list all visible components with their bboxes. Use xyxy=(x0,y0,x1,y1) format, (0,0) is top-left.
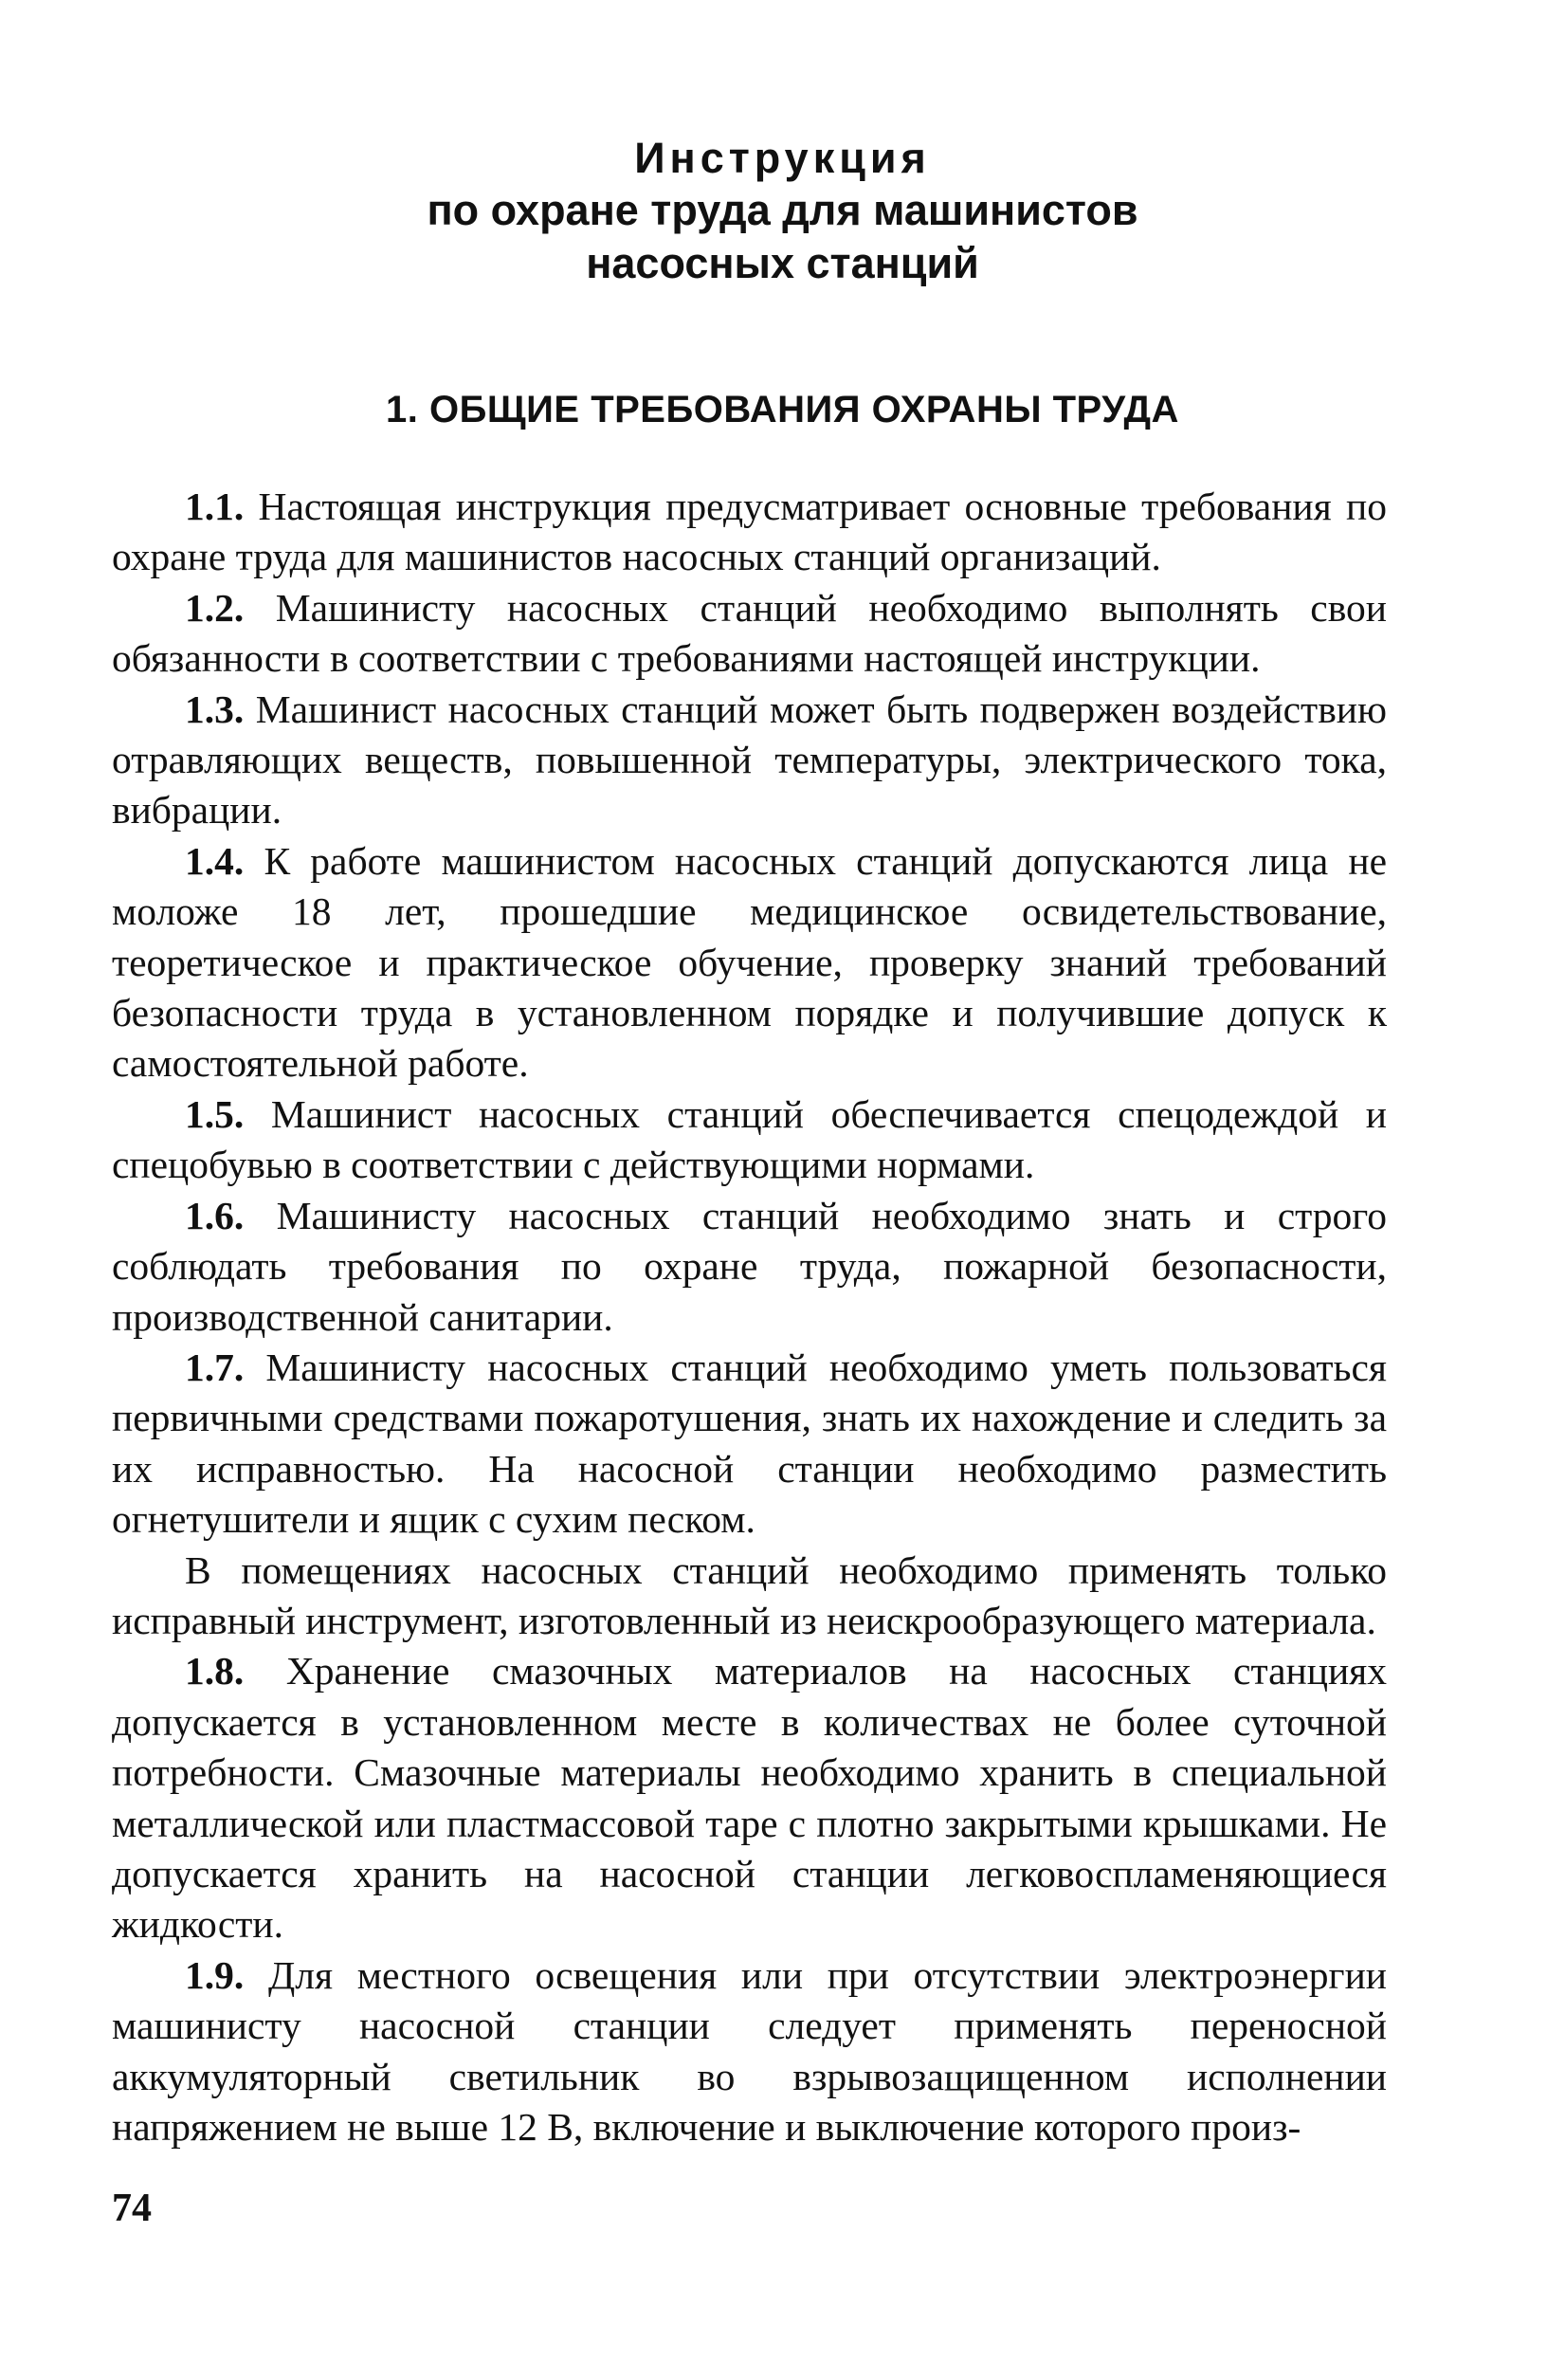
title-line-1: Инструкция xyxy=(634,134,931,182)
paragraph-1-7-continued xyxy=(112,1546,1387,1647)
paragraph-number: 1.5. xyxy=(185,1091,245,1136)
paragraph-text: Машинисту насосных станций необходимо выполнять свои обязанности в соответствии с требованиями настоящей инструкции. xyxy=(112,585,1387,681)
paragraph-1-1 xyxy=(112,482,1387,583)
paragraph-text: Машинист насосных станций может быть подвержен воздействию отравляющих веществ, повышенной температуры, электрического тока, вибрации. xyxy=(112,687,1388,833)
section-heading: 1. ОБЩИЕ ТРЕБОВАНИЯ ОХРАНЫ ТРУДА xyxy=(386,389,1179,430)
paragraph-1-7 xyxy=(112,1343,1387,1546)
paragraph-number: 1.1. xyxy=(185,485,245,528)
paragraph-text: Машинист насосных станций обеспечивается спецодеждой и спецобувью в соответствии с действующими нормами. xyxy=(112,1091,1388,1187)
paragraph-text: Машинисту насосных станций необходимо уметь пользоваться первичными средствами пожаротушения, знать их нахождение и следить за их исправностью. На насосной станции необходимо разместить огнетушители и ящик с сухим песком. xyxy=(112,1345,1387,1542)
title-line-2: по охране труда для машинистов xyxy=(427,186,1138,234)
paragraph-text: К работе машинистом насосных станций допускаются лица не моложе 18 лет, прошедшие медицинское освидетельствование, теоретическое и практическое обучение, проверку знаний требований безопасности труда в установленном порядке и получившие допуск к самостоятельной работе. xyxy=(112,838,1388,1086)
paragraph-1-6 xyxy=(112,1191,1387,1343)
paragraph-number: 1.3. xyxy=(185,687,245,731)
paragraph-number: 1.8. xyxy=(185,1649,245,1693)
paragraph-number: 1.2. xyxy=(185,585,245,630)
paragraph-1-4 xyxy=(112,836,1387,1089)
paragraph-1-3 xyxy=(112,685,1387,836)
paragraph-text: Настоящая инструкция предусматривает основные требования по охране труда для машинистов насосных станций организаций. xyxy=(112,485,1387,579)
paragraph-number: 1.9. xyxy=(185,1952,245,1997)
paragraph-text: Хранение смазочных материалов на насосных станциях допускается в установленном месте в количествах не более суточной потребности. Смазочные материалы необходимо хранить в специальной металлической или пластмассовой таре с плотно закрытыми крышками. Не допускается хранить на насосной станции легковоспламеняющиеся жидкости. xyxy=(112,1649,1388,1947)
paragraph-number: 1.6. xyxy=(185,1193,245,1237)
paragraph-1-2 xyxy=(112,583,1387,685)
paragraph-text: Для местного освещения или при отсутствии электроэнергии машинисту насосной станции следует применять переносной аккумуляторный светильник во взрывозащищенном исполнении напряжением не выше 12 В, включение и выключение которого произ- xyxy=(112,1952,1387,2149)
paragraph-text: В помещениях насосных станций необходимо применять только исправный инструмент, изготовленный из неискрообразующего материала. xyxy=(112,1547,1387,1642)
paragraph-number: 1.7. xyxy=(185,1345,245,1389)
document-title xyxy=(0,133,1565,290)
page-number: 74 xyxy=(112,2187,152,2230)
paragraph-1-8 xyxy=(112,1646,1387,1950)
title-line-3: насосных станций xyxy=(586,239,979,287)
body-text xyxy=(112,482,1387,2152)
paragraph-text: Машинисту насосных станций необходимо знать и строго соблюдать требования по охране труда, пожарной безопасности, производственной санитарии. xyxy=(112,1193,1387,1339)
paragraph-number: 1.4. xyxy=(185,838,245,883)
paragraph-1-5 xyxy=(112,1089,1387,1191)
paragraph-1-9 xyxy=(112,1950,1387,2153)
